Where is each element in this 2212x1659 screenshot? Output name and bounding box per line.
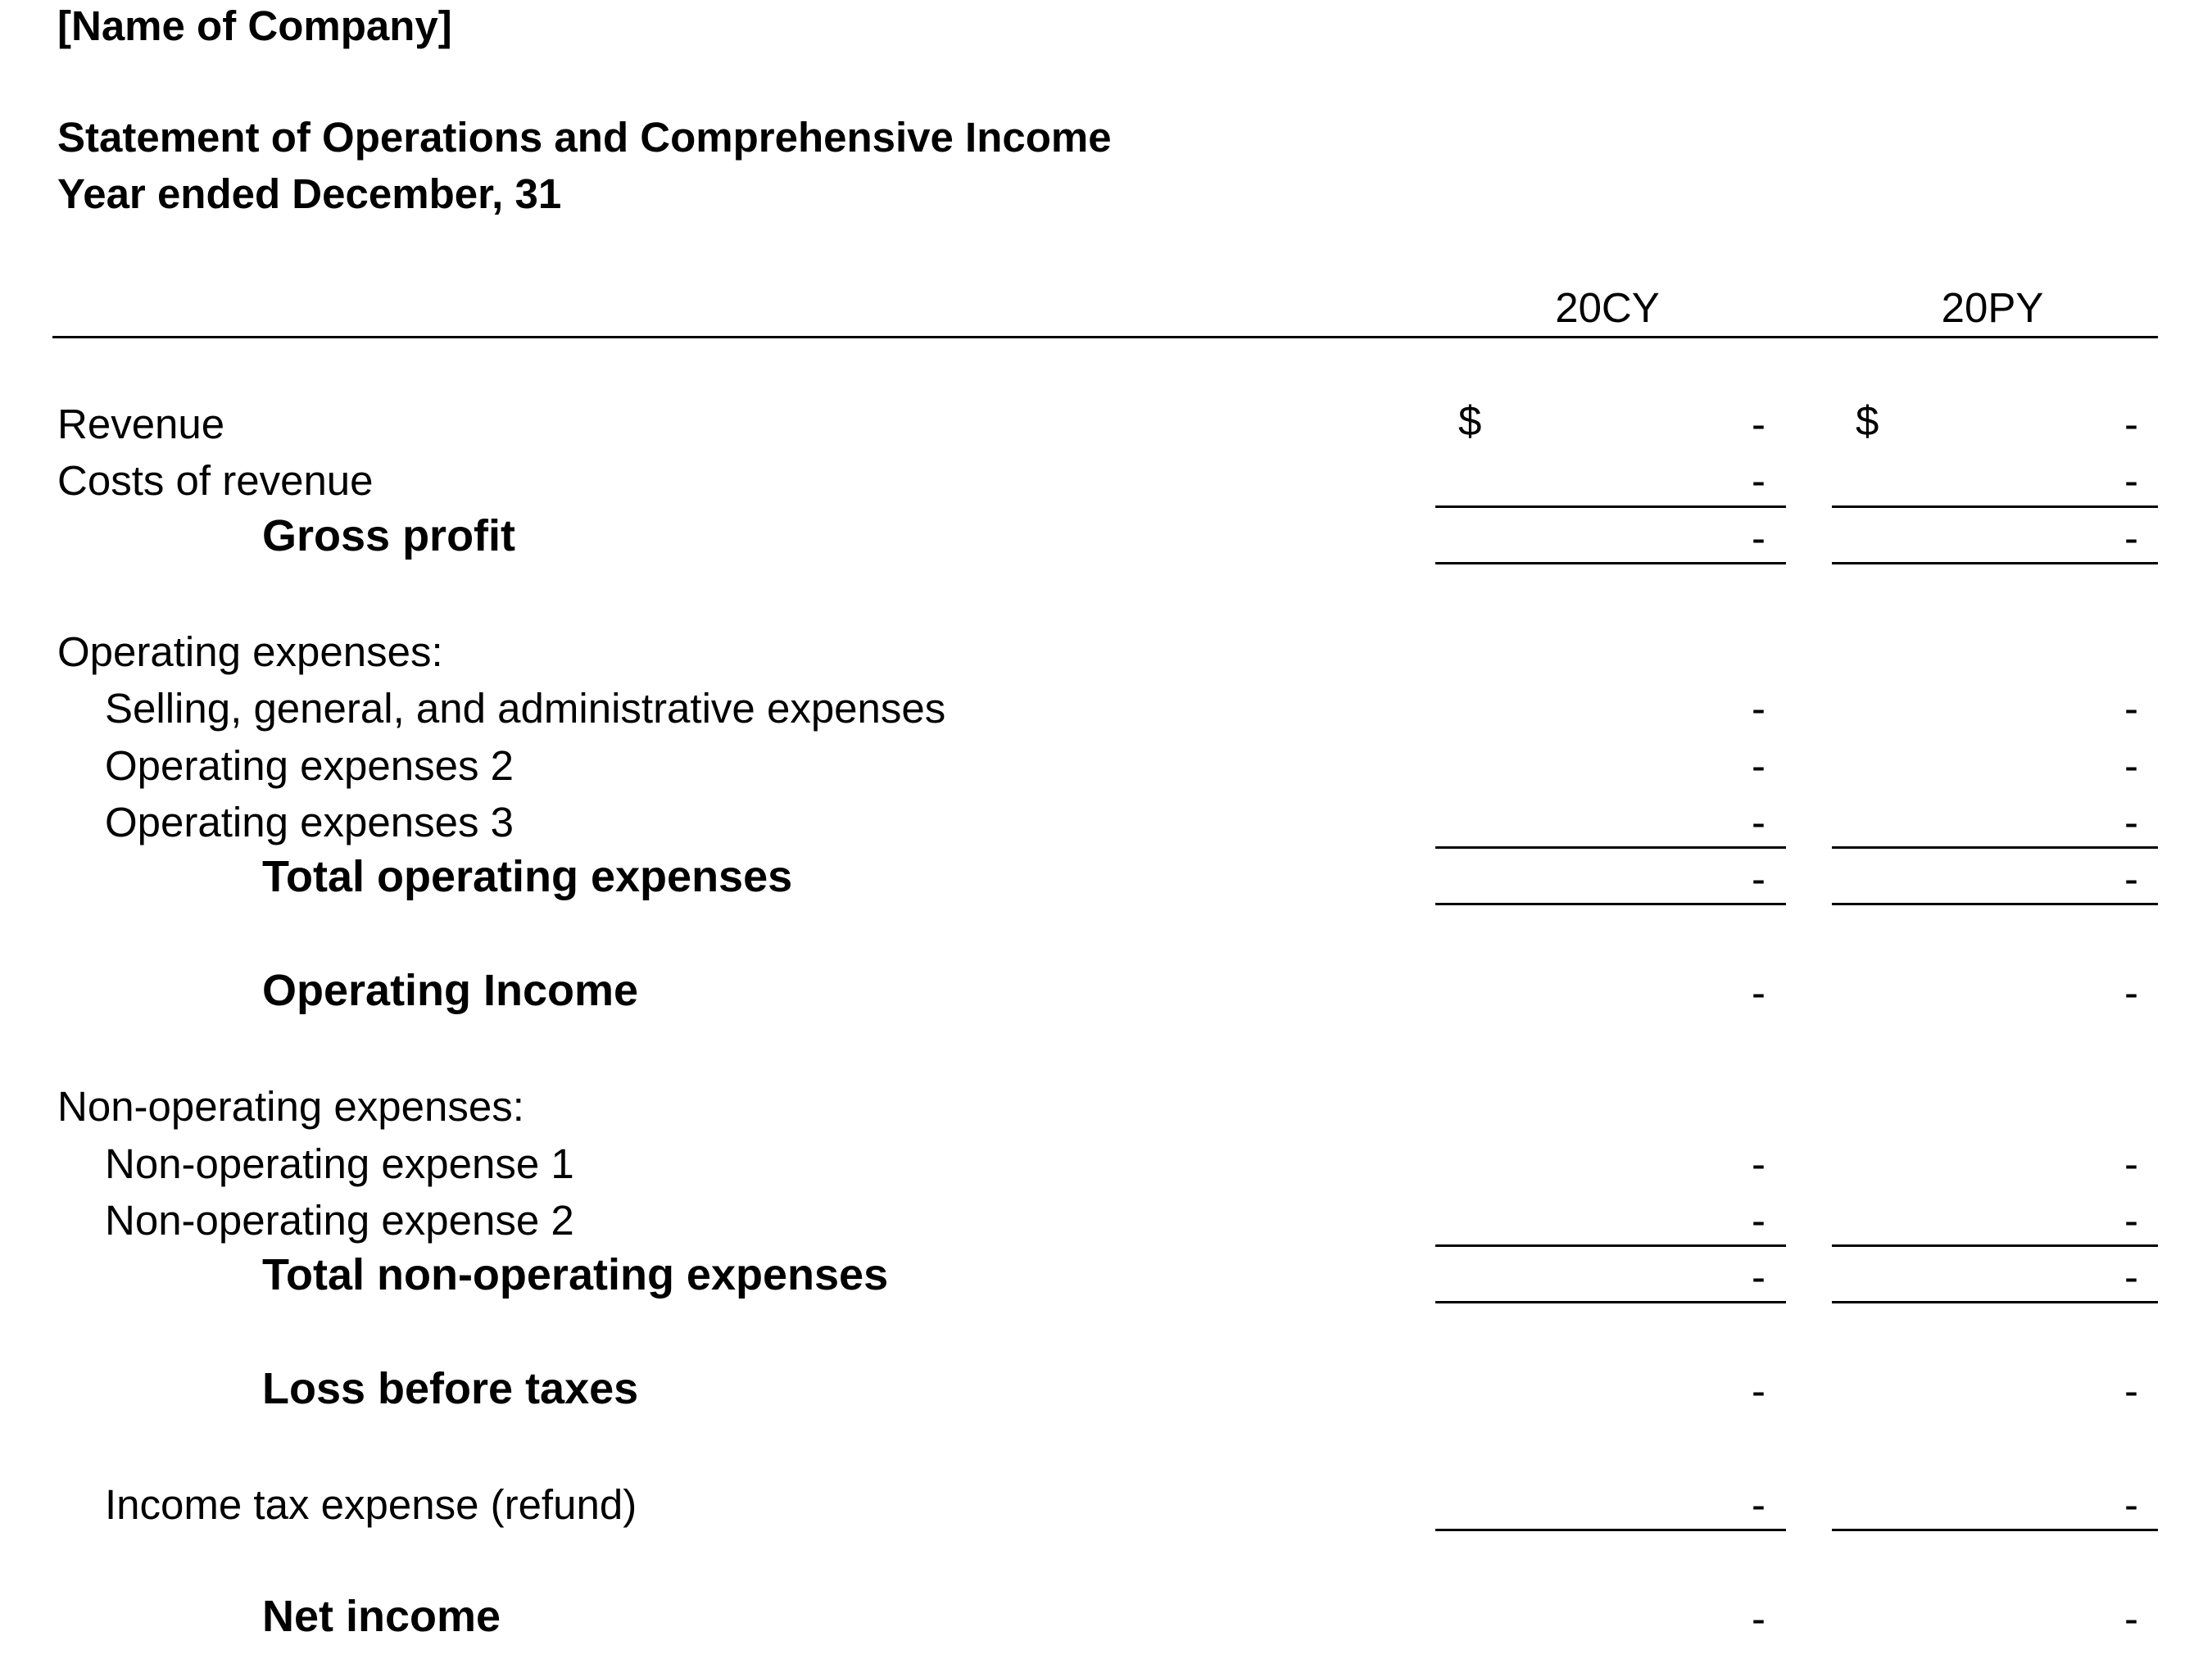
row-label-income-tax-expense: Income tax expense (refund): [105, 1481, 637, 1528]
section-label-operating-expenses: Operating expenses:: [57, 628, 443, 675]
statement-period: Year ended December, 31: [57, 170, 562, 217]
total-rule-py: [1832, 1301, 2158, 1303]
row-label-non-operating-expense-1: Non-operating expense 1: [105, 1140, 574, 1187]
row-label-total-non-operating-expenses: Total non-operating expenses: [262, 1250, 889, 1299]
row-label-operating-expenses-2: Operating expenses 2: [105, 742, 514, 789]
value-cy-total-non-operating-expenses: -: [1752, 1253, 1766, 1300]
company-name: [Name of Company]: [57, 2, 452, 49]
statement-title: Statement of Operations and Comprehensive Income: [57, 114, 1112, 161]
value-cy-revenue: -: [1752, 401, 1766, 447]
value-cy-non-operating-expense-1: -: [1752, 1140, 1766, 1187]
currency-symbol-py: $: [1856, 397, 1879, 444]
total-rule-cy: [1435, 562, 1786, 564]
value-py-operating-expenses-2: -: [2124, 742, 2138, 789]
currency-symbol-cy: $: [1458, 397, 1482, 444]
value-py-loss-before-taxes: -: [2124, 1367, 2138, 1414]
value-py-sga-expenses: -: [2124, 685, 2138, 732]
value-py-income-tax-expense: -: [2124, 1481, 2138, 1528]
value-cy-operating-expenses-3: -: [1752, 799, 1766, 845]
section-label-non-operating-expenses: Non-operating expenses:: [57, 1083, 524, 1130]
total-rule-py: [1832, 903, 2158, 905]
subtotal-rule-py: [1832, 846, 2158, 849]
row-label-total-operating-expenses: Total operating expenses: [262, 852, 793, 901]
subtotal-rule-py: [1832, 1529, 2158, 1531]
subtotal-rule-py: [1832, 505, 2158, 508]
value-py-net-income: -: [2124, 1595, 2138, 1642]
column-header-cy: 20CY: [1555, 284, 1660, 331]
value-py-operating-income: -: [2124, 969, 2138, 1016]
total-rule-py: [1832, 562, 2158, 564]
subtotal-rule-cy: [1435, 846, 1786, 849]
value-cy-operating-expenses-2: -: [1752, 742, 1766, 789]
row-label-operating-expenses-3: Operating expenses 3: [105, 799, 514, 845]
row-label-revenue: Revenue: [57, 401, 225, 447]
header-rule: [52, 336, 2158, 338]
column-header-py: 20PY: [1941, 284, 2044, 331]
row-label-operating-income: Operating Income: [262, 966, 639, 1015]
value-cy-income-tax-expense: -: [1752, 1481, 1766, 1528]
subtotal-rule-py: [1832, 1244, 2158, 1247]
subtotal-rule-cy: [1435, 1244, 1786, 1247]
total-rule-cy: [1435, 903, 1786, 905]
subtotal-rule-cy: [1435, 1529, 1786, 1531]
row-label-costs-of-revenue: Costs of revenue: [57, 457, 374, 504]
row-label-sga-expenses: Selling, general, and administrative expenses: [105, 685, 946, 732]
value-cy-loss-before-taxes: -: [1752, 1367, 1766, 1414]
value-cy-non-operating-expense-2: -: [1752, 1197, 1766, 1244]
row-label-net-income: Net income: [262, 1592, 501, 1641]
row-label-loss-before-taxes: Loss before taxes: [262, 1364, 639, 1413]
row-label-non-operating-expense-2: Non-operating expense 2: [105, 1197, 574, 1244]
value-py-non-operating-expense-1: -: [2124, 1140, 2138, 1187]
subtotal-rule-cy: [1435, 505, 1786, 508]
value-cy-net-income: -: [1752, 1595, 1766, 1642]
value-py-total-non-operating-expenses: -: [2124, 1253, 2138, 1300]
value-cy-sga-expenses: -: [1752, 685, 1766, 732]
value-py-costs-of-revenue: -: [2124, 457, 2138, 504]
value-cy-gross-profit: -: [1752, 514, 1766, 561]
value-py-revenue: -: [2124, 401, 2138, 447]
value-cy-operating-income: -: [1752, 969, 1766, 1016]
value-cy-costs-of-revenue: -: [1752, 457, 1766, 504]
row-label-gross-profit: Gross profit: [262, 511, 516, 560]
value-py-non-operating-expense-2: -: [2124, 1197, 2138, 1244]
value-cy-total-operating-expenses: -: [1752, 855, 1766, 902]
total-rule-cy: [1435, 1301, 1786, 1303]
value-py-total-operating-expenses: -: [2124, 855, 2138, 902]
value-py-gross-profit: -: [2124, 514, 2138, 561]
value-py-operating-expenses-3: -: [2124, 799, 2138, 845]
